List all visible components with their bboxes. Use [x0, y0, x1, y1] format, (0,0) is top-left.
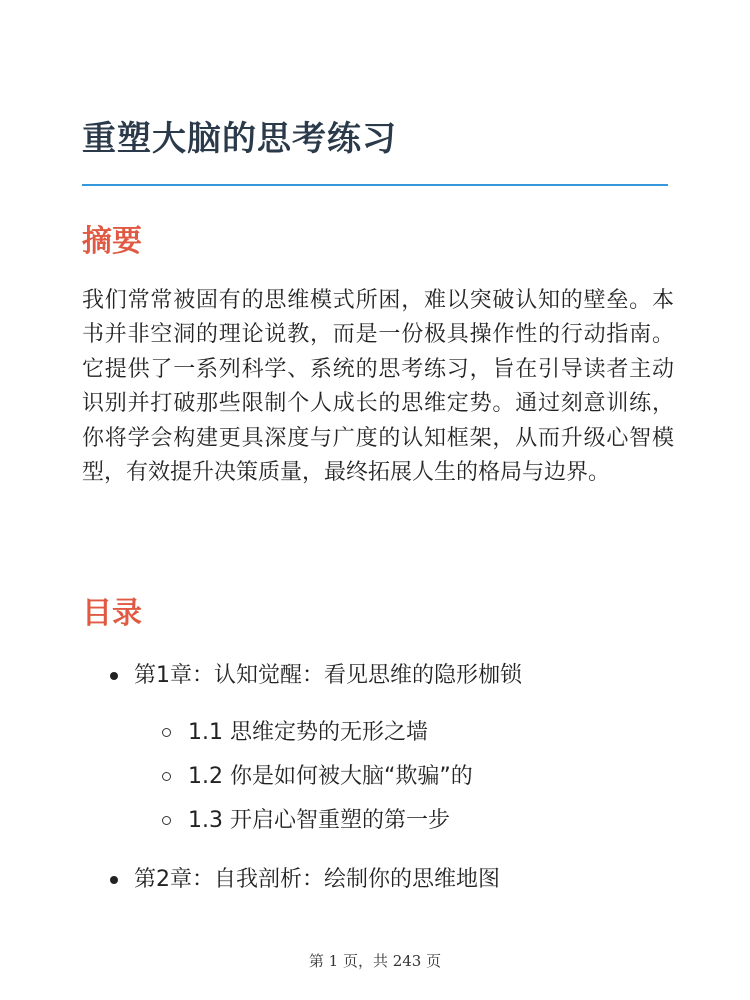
toc-section-label: 1.3 开启心智重塑的第一步: [188, 808, 450, 833]
bullet-dot-icon: [110, 672, 118, 680]
abstract-heading: 摘要: [82, 224, 142, 259]
bullet-circle-icon: [162, 816, 171, 825]
bullet-circle-icon: [162, 772, 171, 781]
bullet-dot-icon: [110, 876, 118, 884]
toc-section-label: 1.2 你是如何被大脑“欺骗”的: [188, 764, 473, 789]
page-number-footer: 第 1 页，共 243 页: [308, 952, 442, 970]
toc-section-label: 1.1 思维定势的无形之墙: [188, 720, 428, 745]
document-title: 重塑大脑的思考练习: [82, 119, 397, 159]
title-divider: [82, 184, 668, 186]
toc-chapter-label: 第2章：自我剖析：绘制你的思维地图: [134, 867, 500, 892]
abstract-paragraph: 我们常常被固有的思维模式所困，难以突破认知的壁垒。本书并非空洞的理论说教，而是一份极具操作性的行动指南。它提供了一系列科学、系统的思考练习，旨在引导读者主动识别并打破那些限制个人成长的思维定势。通过刻意训练，你将学会构建更具深度与广度的认知框架，从而升级心智模型，有效提升决策质量，最终拓展人生的格局与边界。: [82, 288, 674, 486]
toc-heading: 目录: [82, 596, 142, 631]
toc-chapter-label: 第1章：认知觉醒：看见思维的隐形枷锁: [134, 663, 522, 688]
bullet-circle-icon: [162, 728, 171, 737]
